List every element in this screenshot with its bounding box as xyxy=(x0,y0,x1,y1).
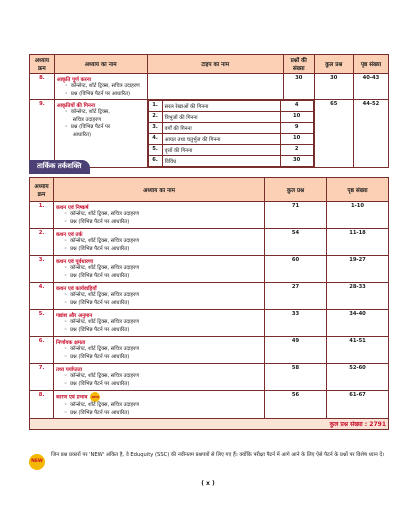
bullet-item: ◦ कॉन्सेप्ट, शॉर्ट ट्रिक्स, सचित्र उदाहरण xyxy=(64,265,140,271)
note-text: जिन प्रश्न प्रकारों पर 'NEW' अंकित है, वे Eduquity (SSC) की नवीनतम प्रश्नपत्रों से लिए गए हैं। क्योंकि परीक्षा पैटर्न में आगे आने के लिए ऐसे पैटर्न के प्रश्नों पर विशेष ध्यान दें। xyxy=(51,452,385,458)
new-badge-icon: NEW xyxy=(29,454,45,470)
chapter-title[interactable]: तथ्य पर्याप्तता xyxy=(56,367,82,373)
chapter-number: 3. xyxy=(30,256,54,283)
chapter-title[interactable]: कथन एवं कार्यवाहियाँ xyxy=(56,286,97,292)
type-row: 5. वृत्तों की गिनना 2 xyxy=(148,145,313,156)
header-total-questions: कुल प्रश्न xyxy=(265,178,327,202)
type-list xyxy=(148,100,314,167)
total-questions: 54 xyxy=(265,229,327,256)
bullet-item: ◦ कॉन्सेप्ट, शॉर्ट ट्रिक्स, xyxy=(64,109,110,116)
bullet-item: ◦ कॉन्सेप्ट, शॉर्ट ट्रिक्स, सचित्र उदाहरण xyxy=(64,402,140,408)
new-badge-icon: NEW xyxy=(90,392,100,402)
page-range: 41-51 xyxy=(327,337,389,364)
page-range: 40-43 xyxy=(353,74,388,100)
chapter-cell xyxy=(54,100,147,168)
table-row xyxy=(30,364,389,391)
total-questions: 65 xyxy=(314,100,353,168)
chapter-title[interactable]: आकृतियों की गिनना xyxy=(56,103,95,110)
bottom-table-header xyxy=(30,178,389,202)
table-row xyxy=(30,74,389,100)
bullet-item: ◦ कॉन्सेप्ट, शॉर्ट ट्रिक्स, सचित्र उदाहरण xyxy=(64,238,140,244)
chapter-number: 4. xyxy=(30,283,54,310)
header-page-no: पृष्ठ संख्या xyxy=(327,178,389,202)
chapter-cell xyxy=(54,337,265,364)
table-row xyxy=(30,100,389,168)
new-note xyxy=(29,452,389,464)
chapter-cell xyxy=(54,310,265,337)
page-range: 11-18 xyxy=(327,229,389,256)
question-count: 30 xyxy=(283,74,314,100)
chapter-title[interactable]: कथन एवं पूर्वधारणा xyxy=(56,259,94,265)
chapter-title-wrap xyxy=(56,392,262,402)
chapter-title[interactable]: कथन एवं निष्कर्ष xyxy=(56,205,89,211)
chapter-number: 2. xyxy=(30,229,54,256)
table-row xyxy=(30,202,389,229)
type-row: 6. विविध 30 xyxy=(148,156,313,167)
page-range: 34-40 xyxy=(327,310,389,337)
type-row: 4. आयत तथा चतुर्भुज की गिनना 10 xyxy=(148,134,313,145)
chapter-number: 7. xyxy=(30,364,54,391)
bullet-item: ◦ कॉन्सेप्ट, शॉर्ट ट्रिक्स, सचित्र उदाहरण xyxy=(64,373,140,379)
total-questions: 56 xyxy=(265,391,327,419)
bullet-item: ◦ प्रश्न (विभिन्न पैटर्न पर आधारित) xyxy=(64,218,130,225)
top-contents-table xyxy=(29,54,389,168)
chapter-number: 5. xyxy=(30,310,54,337)
page-range: 19-27 xyxy=(327,256,389,283)
chapter-title[interactable]: निर्णायक क्षमता xyxy=(56,340,86,346)
bullet-item: ◦ प्रश्न (विभिन्न पैटर्न पर आधारित) xyxy=(64,353,130,360)
page-number: ( x ) xyxy=(201,480,215,487)
header-chapter-no: अध्याय क्रम xyxy=(30,55,55,74)
bullet-item: ◦ कॉन्सेप्ट, शॉर्ट ट्रिक्स, सचित्र उदाहरण xyxy=(64,346,140,352)
total-questions: 49 xyxy=(265,337,327,364)
bullet-item: ◦ प्रश्न (विभिन्न पैटर्न पर आधारित) xyxy=(64,380,130,387)
bullet-item: आधारित) xyxy=(72,131,92,138)
section-label: तार्किक तर्कशक्ति xyxy=(29,160,90,174)
chapter-title[interactable]: आकृति पूर्ण करना xyxy=(56,77,91,83)
table-row xyxy=(30,256,389,283)
chapter-title[interactable]: कारण एवं प्रभाव xyxy=(56,394,88,401)
total-questions: 27 xyxy=(265,283,327,310)
chapter-cell xyxy=(54,74,147,100)
header-total-questions: कुल प्रश्न xyxy=(314,55,353,74)
page-range: 52-60 xyxy=(327,364,389,391)
grand-total-row xyxy=(30,419,389,430)
table-row xyxy=(30,229,389,256)
page-range: 28-33 xyxy=(327,283,389,310)
bottom-contents-table xyxy=(29,177,389,430)
bullet-item: ◦ कॉन्सेप्ट, शॉर्ट ट्रिक्स, सचित्र उदाहरण xyxy=(64,319,140,325)
header-question-count: प्रश्नों की संख्या xyxy=(283,55,314,74)
chapter-number: 9. xyxy=(30,100,55,168)
header-page-no: पृष्ठ संख्या xyxy=(353,55,388,74)
page-range: 1-10 xyxy=(327,202,389,229)
table-row xyxy=(30,310,389,337)
header-chapter-no: अध्याय क्रम xyxy=(30,178,54,202)
chapter-cell xyxy=(54,202,265,229)
bullet-item: ◦ प्रश्न (विभिन्न पैटर्न पर xyxy=(64,124,111,131)
top-table-header xyxy=(30,55,389,74)
chapter-cell xyxy=(54,391,265,419)
chapter-number: 1. xyxy=(30,202,54,229)
grand-total: कुल प्रश्न संख्या : 2791 xyxy=(30,419,389,430)
total-questions: 71 xyxy=(265,202,327,229)
header-chapter-name: अध्याय का नाम xyxy=(54,55,147,74)
bullet-item: ◦ प्रश्न (विभिन्न पैटर्न पर आधारित) xyxy=(64,90,131,97)
chapter-title[interactable]: गद्यांश और अनुमान xyxy=(56,313,93,319)
table-row xyxy=(30,283,389,310)
total-questions: 60 xyxy=(265,256,327,283)
chapter-number: 6. xyxy=(30,337,54,364)
total-questions: 58 xyxy=(265,364,327,391)
type-row: 3. वर्गों की गिनना 9 xyxy=(148,123,313,134)
chapter-cell xyxy=(54,229,265,256)
chapter-cell xyxy=(54,283,265,310)
bullet-item: ◦ प्रश्न (विभिन्न पैटर्न पर आधारित) xyxy=(64,409,130,416)
bullet-item: ◦ प्रश्न (विभिन्न पैटर्न पर आधारित) xyxy=(64,299,130,306)
total-questions: 33 xyxy=(265,310,327,337)
bullet-item: ◦ कॉन्सेप्ट, शॉर्ट ट्रिक्स, सचित्र उदाहरण xyxy=(64,292,140,298)
chapter-cell xyxy=(54,364,265,391)
header-chapter-name: अध्याय का नाम xyxy=(54,178,265,202)
table-row xyxy=(30,391,389,419)
bullet-item: सचित्र उदाहरण xyxy=(72,116,101,123)
chapter-title[interactable]: कथन एवं तर्क xyxy=(56,232,83,238)
chapter-number: 8. xyxy=(30,391,54,419)
type-list-cell xyxy=(147,100,314,168)
type-row: 1. सरल रेखाओं की गिनना 4 xyxy=(148,101,313,112)
bullet-item: ◦ कॉन्सेप्ट, शॉर्ट ट्रिक्स, सचित्र उदाहरण xyxy=(64,83,140,89)
page-range: 61-67 xyxy=(327,391,389,419)
bullet-item: ◦ प्रश्न (विभिन्न पैटर्न पर आधारित) xyxy=(64,272,130,279)
table-row xyxy=(30,337,389,364)
total-questions: 30 xyxy=(314,74,353,100)
bullet-item: ◦ कॉन्सेप्ट, शॉर्ट ट्रिक्स, सचित्र उदाहरण xyxy=(64,211,140,217)
header-type-name: टाइप का नाम xyxy=(147,55,283,74)
bullet-item: ◦ प्रश्न (विभिन्न पैटर्न पर आधारित) xyxy=(64,326,130,333)
page-range: 44-52 xyxy=(353,100,388,168)
chapter-cell xyxy=(54,256,265,283)
type-row: 2. त्रिभुजों की गिनना 10 xyxy=(148,112,313,123)
type-cell xyxy=(147,74,283,100)
chapter-number: 8. xyxy=(30,74,55,100)
bullet-item: ◦ प्रश्न (विभिन्न पैटर्न पर आधारित) xyxy=(64,245,130,252)
